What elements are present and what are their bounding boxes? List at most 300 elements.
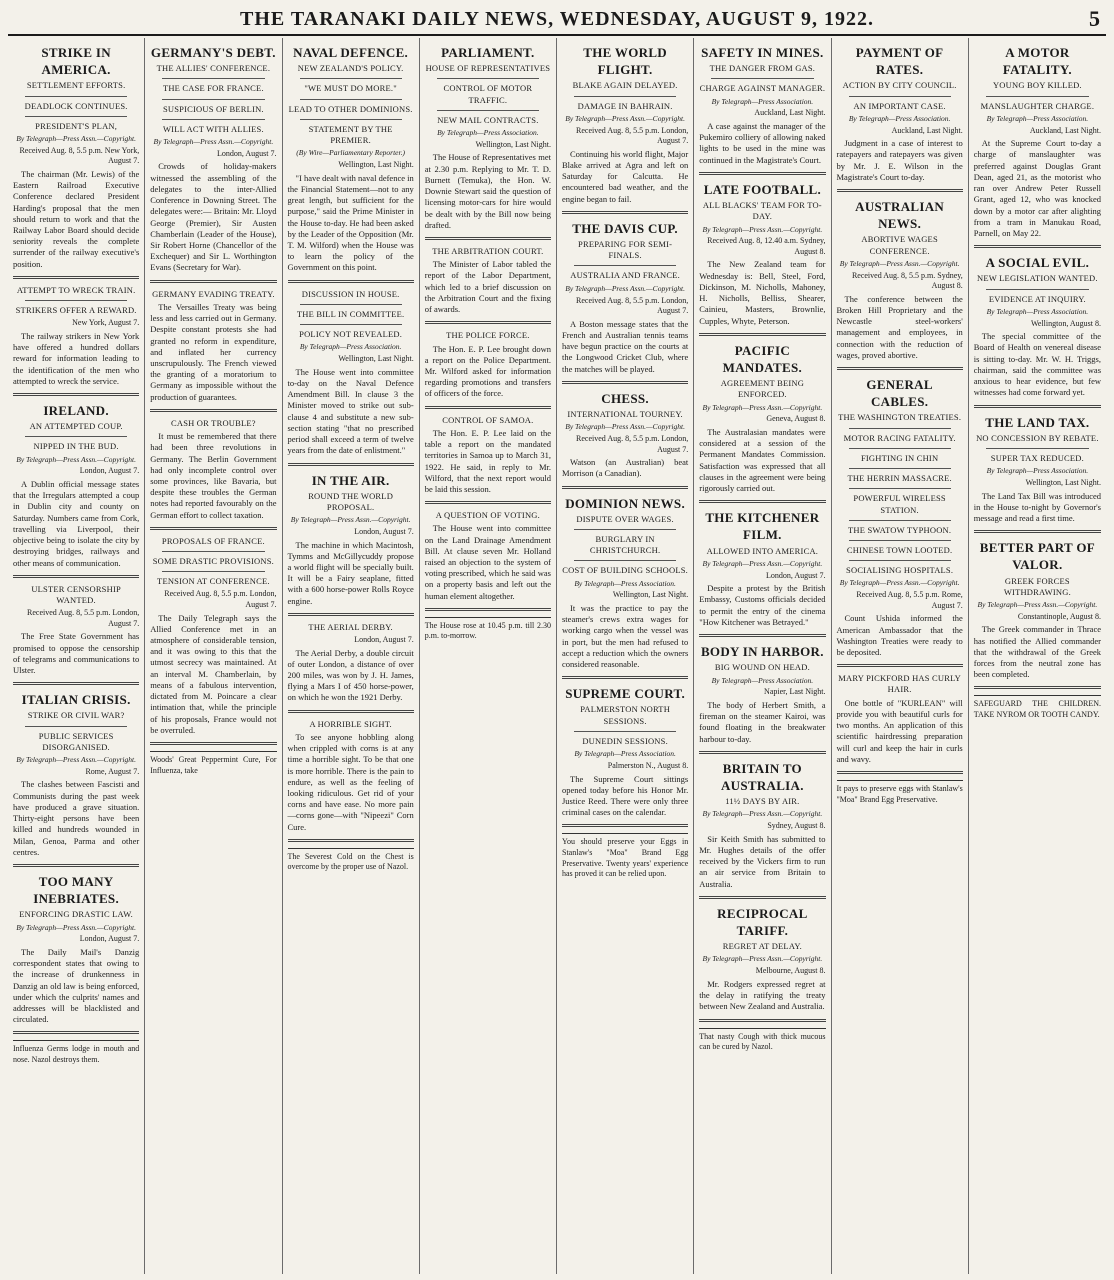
divider [288, 613, 414, 616]
divider [986, 289, 1089, 290]
article-paragraph: At the Supreme Court to-day a charge of manslaughter was preferred against Douglas Grant Dean, aged 21, as the motorist who ran over Andrew Peter Russell Grant, aged 12, who was knocked down by a motor car after alighting from a tram in Manukau Road, Parnell, on May 22. [973, 138, 1101, 238]
article-paragraph: Crowds of holiday-makers witnessed the assembling of the delegates to the inter-Allied Conference in Downing Street. The delegates were:— Britain: Mr. Lloyd George (Premier), Sir Austen Chamberlain (Leader of the House), Sir Robert Horne (Chancellor of the Exchequer) and Sir L. Worthington Evans (Secretary for War). [150, 161, 277, 273]
divider [300, 324, 402, 325]
article-paragraph: The Versailles Treaty was being less and less carried out in Germany. Despite constant protests she had granted no reform in expenditure, and inflated her currency unscrupulously. The French viewed the granting of a moratorium to Germany as impossible without the production of guarantees. [150, 301, 277, 402]
article-subheading: CHINESE TOWN LOOTED. [846, 544, 953, 555]
divider [150, 527, 276, 530]
article [288, 44, 414, 283]
article-body [13, 631, 139, 676]
divider [974, 405, 1101, 408]
article-body [425, 428, 551, 495]
news-columns [8, 38, 1106, 1274]
article-headline: PAYMENT OF RATES. [855, 45, 944, 78]
divider [562, 824, 688, 827]
article [562, 685, 688, 827]
article-dateline: Received Aug. 8, 5.5 p.m. Rome, August 7. [856, 590, 963, 610]
divider [562, 486, 688, 489]
advertisement: The House rose at 10.45 p.m. till 2.30 p.m. to-morrow. [425, 617, 551, 642]
article-subheading: STRIKERS OFFER A REWARD. [15, 305, 137, 316]
article-subheading: STRIKE OR CIVIL WAR? [27, 710, 125, 721]
article-subheading: ROUND THE WORLD PROPOSAL. [308, 490, 394, 512]
article-dateline: Palmerston N., August 8. [607, 761, 689, 770]
article-byline: By Telegraph—Press Association. [711, 96, 814, 106]
article-byline: By Telegraph—Press Assn.—Copyright. [977, 599, 1098, 609]
article-byline: By Telegraph—Press Association. [574, 749, 676, 759]
article [699, 509, 825, 637]
article-headline: THE KITCHENER FILM. [705, 510, 820, 543]
article-paragraph: "I have dealt with naval defence in the Financial Statement—not to any great length, but sufficient for the purpose," said the Prime Minister in the House to-day. He had been asked by the Leader of the Opposition (Mr. T. M. Wilford) when the House was to learn the policy of the Government on this point. [287, 172, 414, 273]
divider [562, 381, 688, 384]
article-headline: PARLIAMENT. [441, 45, 535, 60]
article-paragraph: Judgment in a case of interest to ratepayers and ratepayers was given by Mr. J. E. Wilson in the Magistrate's Court to-day. [836, 138, 963, 182]
divider [837, 664, 963, 667]
divider [699, 1019, 825, 1022]
article-paragraph: The railway strikers in New York have offered a hundred dollars reward for information leading to the identification of the men who attempted to wreck the service. [13, 330, 140, 386]
article [13, 691, 139, 867]
article-subheading: CHARGE AGAINST MANAGER. [699, 83, 826, 94]
article-paragraph: The Australasian mandates were considered at a session of the Permanent Mandates Commission. Satisfaction was expressed that all clauses in the agreement were being rigorously carried out. [699, 426, 826, 494]
article-subheading: THE ARBITRATION COURT. [432, 246, 544, 256]
article-dateline: London, August 7. [354, 526, 414, 536]
divider [162, 571, 264, 572]
article-body [562, 603, 688, 670]
article-paragraph: One bottle of "KURLEAN" will provide you with beautiful curls for two months. An application of this scientific hairdressing preparation will curl and keep the hair in curls and wavy. [836, 697, 963, 764]
article-byline: By Telegraph—Press Assn.—Copyright. [702, 224, 823, 234]
article-body [562, 149, 688, 205]
article [288, 622, 414, 713]
article [562, 44, 688, 214]
article-byline: By Telegraph—Press Assn.—Copyright. [565, 113, 685, 123]
article-subheading: A HORRIBLE SIGHT. [309, 718, 392, 729]
divider [13, 276, 139, 279]
article-subheading: SETTLEMENT EFFORTS. [26, 80, 126, 91]
divider [974, 245, 1101, 248]
article-dateline: Received Aug. 8, 12.40 a.m. Sydney, August 8. [707, 236, 826, 256]
divider [150, 742, 276, 745]
article-body [288, 173, 414, 274]
divider [25, 726, 127, 727]
article-subheading: MARY PICKFORD HAS CURLY HAIR. [838, 673, 961, 695]
article-subheading: NEW MAIL CONTRACTS. [437, 114, 539, 125]
article-subheading: THE SWATOW TYPHOON. [848, 524, 952, 535]
divider [150, 280, 276, 283]
article-paragraph: It must be remembered that there had been three revolutions in Germany. The Berlin Government had only incomplete control over some provinces, like Bavaria, but despite these troubles the German notes had reported favourably on the German effort to collect taxation. [150, 431, 277, 520]
article-dateline: Received Aug. 8, 5.5 p.m. London, August 7. [576, 433, 689, 454]
article-subheading: ULSTER CENSORSHIP WANTED. [31, 583, 121, 605]
article-headline: AUSTRALIAN NEWS. [855, 199, 945, 232]
divider [13, 682, 139, 685]
divider [699, 896, 825, 899]
article-body [699, 700, 825, 745]
article-headline: BODY IN HARBOR. [700, 644, 824, 660]
article-subheading: SOCIALISING HOSPITALS. [846, 565, 954, 576]
article-body [425, 523, 551, 602]
article [699, 342, 825, 504]
article-subheading: NIPPED IN THE BUD. [33, 441, 119, 452]
article-dateline: Received Aug. 8, 5.5 p.m. London, August 7. [27, 608, 140, 628]
article [837, 673, 963, 774]
divider [974, 686, 1101, 689]
divider [849, 488, 951, 489]
article-body [13, 779, 139, 858]
article [13, 285, 139, 396]
article-subheading: 11½ DAYS BY AIR. [725, 796, 800, 807]
article-dateline: Sydney, August 8. [767, 821, 826, 831]
divider [162, 78, 264, 79]
article-headline: DOMINION NEWS. [565, 495, 685, 511]
divider [699, 751, 825, 754]
divider [574, 96, 676, 97]
article-headline: TOO MANY INEBRIATES. [33, 873, 120, 907]
article-dateline: Wellington, August 8. [1030, 318, 1101, 328]
article-body [425, 152, 551, 231]
article-byline: By Telegraph—Press Assn.—Copyright. [702, 954, 823, 964]
article-subheading: SUSPICIOUS OF BERLIN. [162, 103, 264, 114]
article-byline: By Telegraph—Press Assn.—Copyright. [702, 809, 823, 819]
article [13, 44, 139, 279]
divider [574, 560, 676, 561]
article-subheading: CASH OR TROUBLE? [171, 417, 256, 428]
advertisement: SAFEGUARD THE CHILDREN. TAKE NYROM OR TOOTH CANDY. [974, 695, 1101, 720]
divider [300, 78, 402, 79]
article-subheading: INTERNATIONAL TOURNEY. [567, 408, 683, 419]
article-dateline: Wellington, Last Night. [1025, 477, 1101, 487]
article-subheading: COST OF BUILDING SCHOOLS. [562, 565, 688, 576]
article-dateline: Received Aug. 8, 5.5 p.m. Sydney, August 8. [851, 270, 963, 291]
article-body [699, 979, 825, 1013]
article-dateline: Constantinople, August 8. [1017, 611, 1101, 621]
article [425, 246, 551, 324]
divider [150, 409, 276, 412]
article [425, 44, 551, 240]
advertisement: The Severest Cold on the Chest is overcome by the proper use of Nazol. [288, 848, 414, 873]
article-dateline: Geneva, August 8. [766, 414, 826, 424]
article-subheading: AUSTRALIA AND FRANCE. [570, 270, 680, 281]
article-byline: By Telegraph—Press Association. [711, 675, 814, 685]
divider [25, 436, 127, 437]
article [699, 643, 825, 754]
article-headline: THE DAVIS CUP. [572, 220, 678, 236]
article-paragraph: Mr. Rodgers expressed regret at the delay in ratifying the treaty between New Zealand and Australia. [699, 978, 826, 1012]
divider [425, 608, 551, 611]
article-dateline: London, August 7. [765, 570, 826, 580]
article-byline: (By Wire—Parliamentary Reporter.) [296, 148, 405, 158]
article-headline: A MOTOR FATALITY. [1002, 45, 1072, 78]
news-column [832, 38, 969, 1274]
article-body [699, 259, 825, 326]
article-subheading: LEAD TO OTHER DOMINIONS. [288, 103, 413, 114]
divider [699, 500, 825, 503]
divider [562, 211, 688, 214]
article-paragraph: Despite a protest by the British Embassy, Customs officials decided to permit the entry of the cinema "How Kitchener was Betrayed." [699, 583, 826, 627]
article-subheading: AN ATTEMPTED COUP. [29, 421, 123, 432]
article [150, 44, 276, 283]
divider [437, 110, 539, 111]
divider [849, 468, 951, 469]
article-subheading: MANSLAUGHTER CHARGE. [980, 100, 1095, 111]
article-subheading: SOME DRASTIC PROVISIONS. [152, 556, 274, 567]
article-subheading: GERMANY EVADING TREATY. [152, 288, 275, 299]
divider [25, 300, 127, 301]
news-column [145, 38, 282, 1274]
article [562, 390, 688, 489]
article-dateline: Auckland, Last Night. [754, 108, 826, 118]
divider [849, 560, 951, 561]
article-body [425, 259, 551, 315]
article-paragraph: The Greek commander in Thrace has notified the Allied commander that the withdrawal of the Greek forces from the neutral zone has been completed. [973, 624, 1101, 680]
divider [25, 116, 127, 117]
article-subheading: THE WASHINGTON TREATIES. [838, 412, 962, 423]
article-subheading: DUNEDIN SESSIONS. [582, 735, 668, 746]
article-byline: By Telegraph—Press Association. [986, 113, 1089, 123]
page-number: 5 [1089, 6, 1100, 31]
advertisement: That nasty Cough with thick mucous can be cured by Nazol. [699, 1028, 825, 1053]
article-dateline: Received Aug. 8, 5.5 p.m. London, August 7. [164, 589, 277, 610]
article-body [699, 834, 825, 890]
article-subheading: EVIDENCE AT INQUIRY. [988, 293, 1086, 304]
article-byline: By Telegraph—Press Association. [848, 113, 951, 123]
article [974, 414, 1101, 534]
article-subheading: ACTION BY CITY COUNCIL. [842, 80, 957, 91]
article-subheading: THE BILL IN COMMITTEE. [296, 308, 405, 319]
article-paragraph: The Daily Telegraph says the Allied Conference met in an atmosphere of considerable tension, and it was owing to this that the utmost secrecy was maintained. At an interval M. Chamberlain, by means of a fabulous intervention, dictated from M. Poincare a clear intimation that, while the principle of his proposals, France would not be overruled. [150, 612, 277, 735]
divider [425, 237, 551, 240]
article-paragraph: To see anyone hobbling along when crippled with corns is at any time a horrible sight. To be that one is more horrible. There is the pain to endure, as well as the feeling of looking ridiculous. Get rid of your corns and have ease. No more pain—corns gone—with "Nipeezi" Corn Cure. [287, 731, 414, 832]
article-headline: IRELAND. [43, 403, 109, 418]
article [150, 418, 276, 530]
divider [711, 78, 813, 79]
news-column [969, 38, 1106, 1274]
article-subheading: DISPUTE OVER WAGES. [576, 513, 674, 524]
article-subheading: CONTROL OF SAMOA. [442, 414, 534, 425]
article-dateline: New York, August 7. [72, 318, 140, 328]
article [425, 510, 551, 611]
article-paragraph: The chairman (Mr. Lewis) of the Eastern Railroad Executive Conference declared President Harding's proposal that the men should return to work and that the Railway Labor Board should decide seniority reveals the complete surrender of the railway executive's position. [13, 168, 140, 269]
news-column [283, 38, 420, 1274]
article [974, 254, 1101, 407]
article-subheading: NEW ZEALAND'S POLICY. [297, 63, 404, 74]
newspaper-title: THE TARANAKI DAILY NEWS, WEDNESDAY, AUGUST 9, 1922. [240, 7, 874, 30]
article-paragraph: The body of Herbert Smith, a fireman on the steamer Kairoi, was found floating in the breakwater harbour to-day. [699, 699, 826, 744]
article-headline: RECIPROCAL TARIFF. [717, 905, 808, 939]
divider [13, 393, 139, 396]
divider [288, 839, 414, 842]
article [699, 44, 825, 175]
article-subheading: PROPOSALS OF FRANCE. [161, 535, 265, 546]
divider [574, 529, 676, 530]
divider [425, 406, 551, 409]
article-subheading: POWERFUL WIRELESS STATION. [853, 493, 946, 515]
article-dateline: Rome, August 7. [85, 766, 140, 776]
article-body [562, 774, 688, 819]
divider [437, 78, 539, 79]
article-headline: STRIKE IN AMERICA. [41, 45, 111, 78]
article-body [288, 540, 414, 607]
article-body [699, 583, 825, 628]
article-paragraph: Continuing his world flight, Major Blake arrived at Agra and left on Saturday for Calcutta. He encountered bad weather, and the engine began to fail. [562, 148, 689, 204]
article-paragraph: The Daily Mail's Danzig correspondent states that owing to the increase of drunkenness in Danzig an old law is being enforced, under which the culprits' names and addresses will be blacklisted and circulated. [13, 946, 140, 1025]
article-body [150, 431, 276, 521]
article [150, 536, 276, 745]
article-dateline: Melbourne, August 8. [755, 966, 826, 976]
article-dateline: Auckland, Last Night. [891, 125, 963, 135]
article-subheading: THE ALLIES' CONFERENCE. [156, 63, 271, 74]
divider [13, 575, 139, 578]
article-headline: BRITAIN TO AUSTRALIA. [720, 760, 804, 793]
article-dateline: London, August 7. [79, 934, 140, 944]
article-subheading: A QUESTION OF VOTING. [435, 510, 540, 521]
article-dateline: London, August 7. [216, 148, 277, 158]
article-byline: By Telegraph—Press Assn.—Copyright. [16, 755, 136, 764]
article-paragraph: The Land Tax Bill was introduced in the House to-night by Governor's message and read a first time. [973, 490, 1101, 523]
article-body [425, 344, 551, 400]
article-headline: A SOCIAL EVIL. [985, 255, 1090, 271]
article-subheading: ALL BLACKS' TEAM FOR TO-DAY. [702, 200, 822, 222]
article-paragraph: Watson (an Australian) beat Morrison (a Canadian). [562, 457, 689, 479]
article [13, 873, 139, 1035]
divider [574, 265, 676, 266]
article-subheading: REGRET AT DELAY. [722, 941, 802, 952]
article-subheading: WILL ACT WITH ALLIES. [162, 123, 264, 134]
divider [837, 771, 963, 774]
article-byline: By Telegraph—Press Assn.—Copyright. [702, 558, 823, 568]
article-dateline: Wellington, Last Night. [338, 354, 414, 364]
article-dateline: Received Aug. 8, 5.5 p.m. New York, August 7. [19, 145, 140, 166]
article-dateline: Wellington, Last Night. [612, 590, 689, 600]
divider [849, 520, 951, 521]
article-byline: By Telegraph—Press Assn.—Copyright. [16, 133, 136, 143]
article-dateline: London, August 7. [79, 466, 140, 476]
article-paragraph: The clashes between Fascisti and Communists during the past week have produced a grave situation. Thirty-eight persons have been killed and hundreds wounded in Milan, Genoa, Parma and other centres. [13, 779, 140, 857]
article-paragraph: The Hon. E. P. Lee brought down a report on the Police Department. Mr. Wilford asked for information regarding promotions and transfers of officers of the force. [424, 343, 551, 399]
article-body [150, 161, 276, 273]
article-headline: THE LAND TAX. [985, 414, 1090, 430]
article-subheading: THE HERRIN MASSACRE. [847, 473, 952, 484]
article-byline: By Telegraph—Press Association. [986, 466, 1089, 476]
article-subheading: PRESIDENT'S PLAN, [35, 120, 118, 131]
divider [699, 333, 825, 336]
divider [25, 96, 127, 97]
article-byline: By Telegraph—Press Assn.—Copyright. [839, 578, 960, 588]
article-body [13, 331, 139, 387]
article [974, 44, 1101, 248]
article-subheading: BIG WOUND ON HEAD. [714, 662, 810, 673]
article-body [288, 648, 414, 704]
article-body [837, 138, 963, 183]
divider [13, 1031, 139, 1034]
article [837, 44, 963, 192]
advertisement: Woods' Great Peppermint Cure, For Influenza, take [150, 751, 276, 776]
article-paragraph: The House of Representatives met at 2.30 p.m. Replying to Mr. T. D. Burnett (Temuka), the Hon. W. Downie Stewart said the question of licensing motor-cars for hire would be dealt with by the Bill now being drafted. [424, 152, 551, 230]
article-body [562, 319, 688, 375]
divider [849, 540, 951, 541]
article-body [288, 732, 414, 833]
article-subheading: THE AERIAL DERBY. [308, 621, 393, 632]
article-paragraph: The House went into committee to-day on the Naval Defence Amendment Bill. In clause 3 the Minister moved to strike out sub-clause 4 and substitute a new sub-section stating "that no prescribed period shall exceed a term of twelve years from the date of enlistment." [287, 366, 414, 456]
article [425, 415, 551, 505]
article-byline: By Telegraph—Press Assn.—Copyright. [565, 283, 685, 293]
divider [162, 99, 264, 100]
divider [974, 530, 1101, 533]
article-paragraph: The New Zealand team for Wednesday is: Bell, Steel, Ford, Dickinson, M. Nicholls, Mahoney, H. Nicholls, Belliss, Shearer, Cainieu, Masters, Brownlie, Cupples, Whyte, Peterson. [699, 259, 826, 326]
article-body [150, 613, 276, 736]
article-byline: By Telegraph—Press Assn.—Copyright. [16, 454, 136, 464]
news-column [420, 38, 557, 1274]
divider [162, 119, 264, 120]
divider [288, 710, 414, 713]
divider [986, 448, 1089, 449]
article-subheading: DISCUSSION IN HOUSE. [301, 288, 400, 299]
article-subheading: CONTROL OF MOTOR TRAFFIC. [443, 83, 533, 105]
article-subheading: ABORTIVE WAGES CONFERENCE. [861, 234, 938, 256]
article-paragraph: The Supreme Court sittings opened today before his Honor Mr. Justice Reed. There were only three criminal cases on the calendar. [562, 773, 689, 818]
article-body [837, 613, 963, 658]
article-headline: THE WORLD FLIGHT. [583, 45, 667, 78]
article-subheading: MOTOR RACING FATALITY. [843, 432, 956, 443]
article-subheading: "WE MUST DO MORE." [304, 83, 397, 94]
article-subheading: GREEK FORCES WITHDRAWING. [1003, 575, 1071, 597]
divider [849, 96, 951, 97]
article-byline: By Telegraph—Press Assn.—Copyright. [702, 402, 823, 412]
article-paragraph: The special committee of the Board of Health on venereal disease is sitting to-day. Mr. W. H. Triggs, chairman, said the committee was anxious to hear evidence, but few witnesses had come forward yet. [973, 331, 1101, 398]
article-byline: By Telegraph—Press Assn.—Copyright. [290, 515, 411, 525]
article-headline: SUPREME COURT. [565, 686, 686, 702]
article-headline: IN THE AIR. [311, 472, 390, 488]
article [974, 539, 1101, 689]
news-column [557, 38, 694, 1274]
article-subheading: PALMERSTON NORTH SESSIONS. [580, 704, 671, 726]
divider [699, 172, 825, 175]
article-byline: By Telegraph—Press Association. [299, 342, 402, 352]
divider [300, 119, 402, 120]
article-headline: SAFETY IN MINES. [701, 45, 824, 60]
article-subheading: FIGHTING IN CHIN [860, 452, 939, 463]
article-body [974, 138, 1101, 239]
divider [849, 448, 951, 449]
divider [288, 280, 414, 283]
article-subheading: AGREEMENT BEING ENFORCED. [720, 378, 805, 400]
divider [288, 463, 414, 466]
article-body [150, 302, 276, 403]
advertisement: Influenza Germs lodge in mouth and nose. Nazol destroys them. [13, 1040, 139, 1065]
article-body [837, 294, 963, 361]
divider [300, 99, 402, 100]
article-byline: By Telegraph—Press Assn.—Copyright. [16, 922, 136, 932]
article-headline: NAVAL DEFENCE. [293, 45, 409, 60]
article-body [288, 367, 414, 457]
article-subheading: TENSION AT CONFERENCE. [157, 576, 270, 587]
divider [699, 634, 825, 637]
article-paragraph: The Aerial Derby, a double circuit of outer London, a distance of over 200 miles, was won by J. H. James, flying a Mars I of 450 horse-power, on which he won the 1921 Derby. [287, 647, 414, 703]
article [837, 376, 963, 667]
article-headline: PACIFIC MANDATES. [722, 342, 803, 375]
divider [986, 96, 1089, 97]
article [562, 495, 688, 680]
divider [300, 304, 402, 305]
divider [562, 676, 688, 679]
advertisement: You should preserve your Eggs in Stanlaw's "Moa" Brand Egg Preservative. Twenty years' experience has proved it can be relied upon. [562, 833, 688, 879]
article-body [974, 331, 1101, 398]
article-subheading: PREPARING FOR SEMI-FINALS. [578, 238, 673, 261]
article-subheading: STATEMENT BY THE PREMIER. [308, 123, 393, 146]
article-paragraph: The machine in which Macintosh, Tymms and McGillycuddy propose a world flight will be specially built. It will be a Fairy seaplane, fitted with a 600 horse-power Rolls Royce engine. [287, 539, 414, 606]
article-subheading: ENFORCING DRASTIC LAW. [19, 909, 133, 920]
article-subheading: THE DANGER FROM GAS. [709, 63, 816, 74]
article-paragraph: The House went into committee on the Land Drainage Amendment Bill. At clause seven Mr. Holland raised an objection to the system of voting prescribed, which he said was on a property basis and left out the human element altogether. [424, 523, 551, 601]
article-body [699, 427, 825, 494]
masthead [8, 4, 1106, 36]
article [288, 719, 414, 842]
